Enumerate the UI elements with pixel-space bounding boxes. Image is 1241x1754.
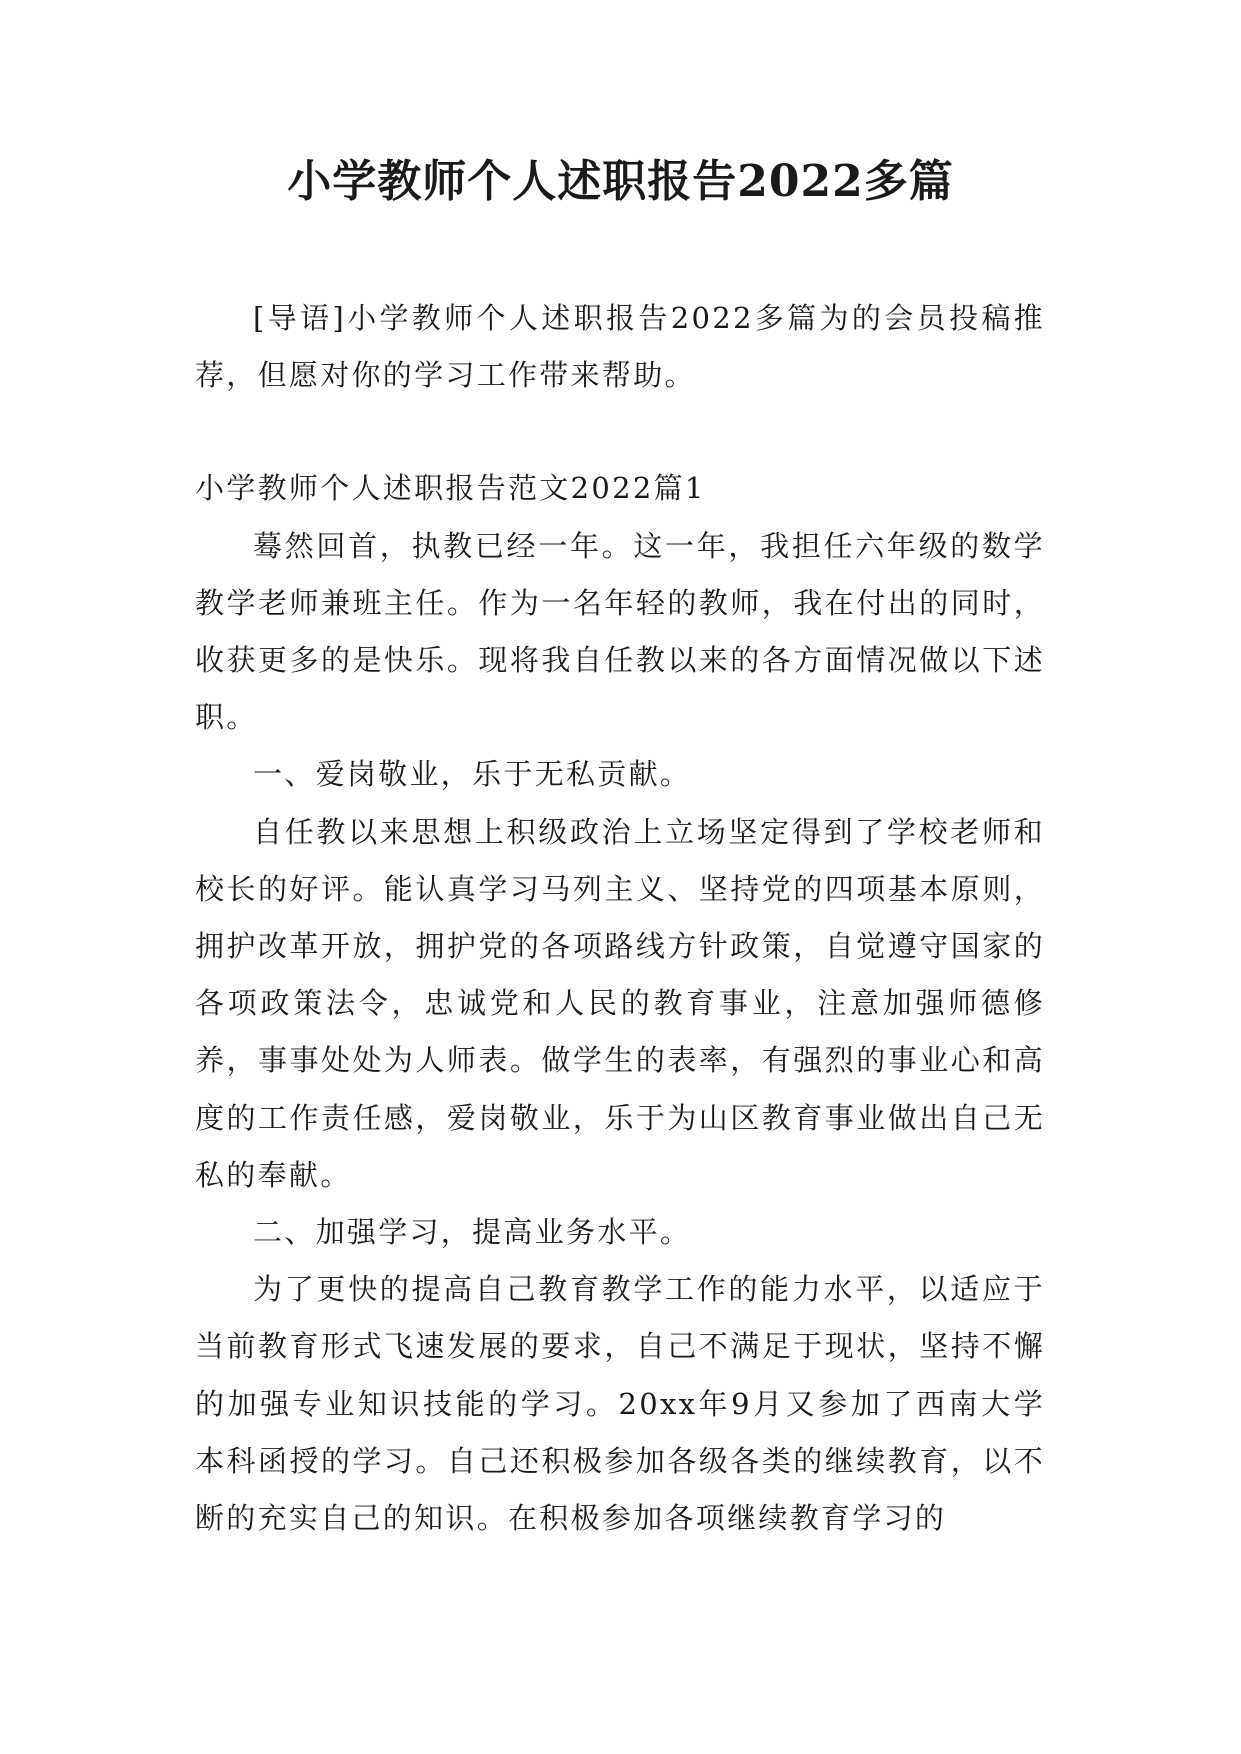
body-paragraph: 自任教以来思想上积级政治上立场坚定得到了学校老师和校长的好评。能认真学习马列主义、坚持党的四项基本原则，拥护改革开放，拥护党的各项路线方针政策，自觉遵守国家的各项政策法令，忠诚党和人民的教育事业，注意加强师德修养，事事处处为人师表。做学生的表率，有强烈的事业心和高度的工作责任感，爱岗敬业，乐于为山区教育事业做出自己无私的奉献。 [195, 814, 1045, 1192]
document-title: 小学教师个人述职报告2022多篇 [287, 156, 954, 207]
section-title: 小学教师个人述职报告范文2022篇1 [195, 471, 706, 506]
intro-paragraph: [导语]小学教师个人述职报告2022多篇为的会员投稿推荐，但愿对你的学习工作带来帮助。 [195, 301, 1045, 393]
paragraph-gap [195, 404, 1045, 460]
body-paragraph: 蓦然回首，执教已经一年。这一年，我担任六年级的数学教学老师兼班主任。作为一名年轻的教师，我在付出的同时，收获更多的是快乐。现将我自任教以来的各方面情况做以下述职。 [195, 528, 1045, 735]
section-heading: 二、加强学习，提高业务水平。 [253, 1215, 692, 1250]
body-paragraph: 为了更快的提高自己教育教学工作的能力水平，以适应于当前教育形式飞速发展的要求，自己不满足于现状，坚持不懈的加强专业知识技能的学习。20xx年9月又参加了西南大学本科函授的学习。自己还积极参加各级各类的继续教育，以不断的充实自己的知识。在积极参加各项继续教育学习的 [195, 1272, 1045, 1536]
document-body [195, 290, 1045, 1547]
section-heading: 一、爱岗敬业，乐于无私贡献。 [253, 757, 692, 792]
